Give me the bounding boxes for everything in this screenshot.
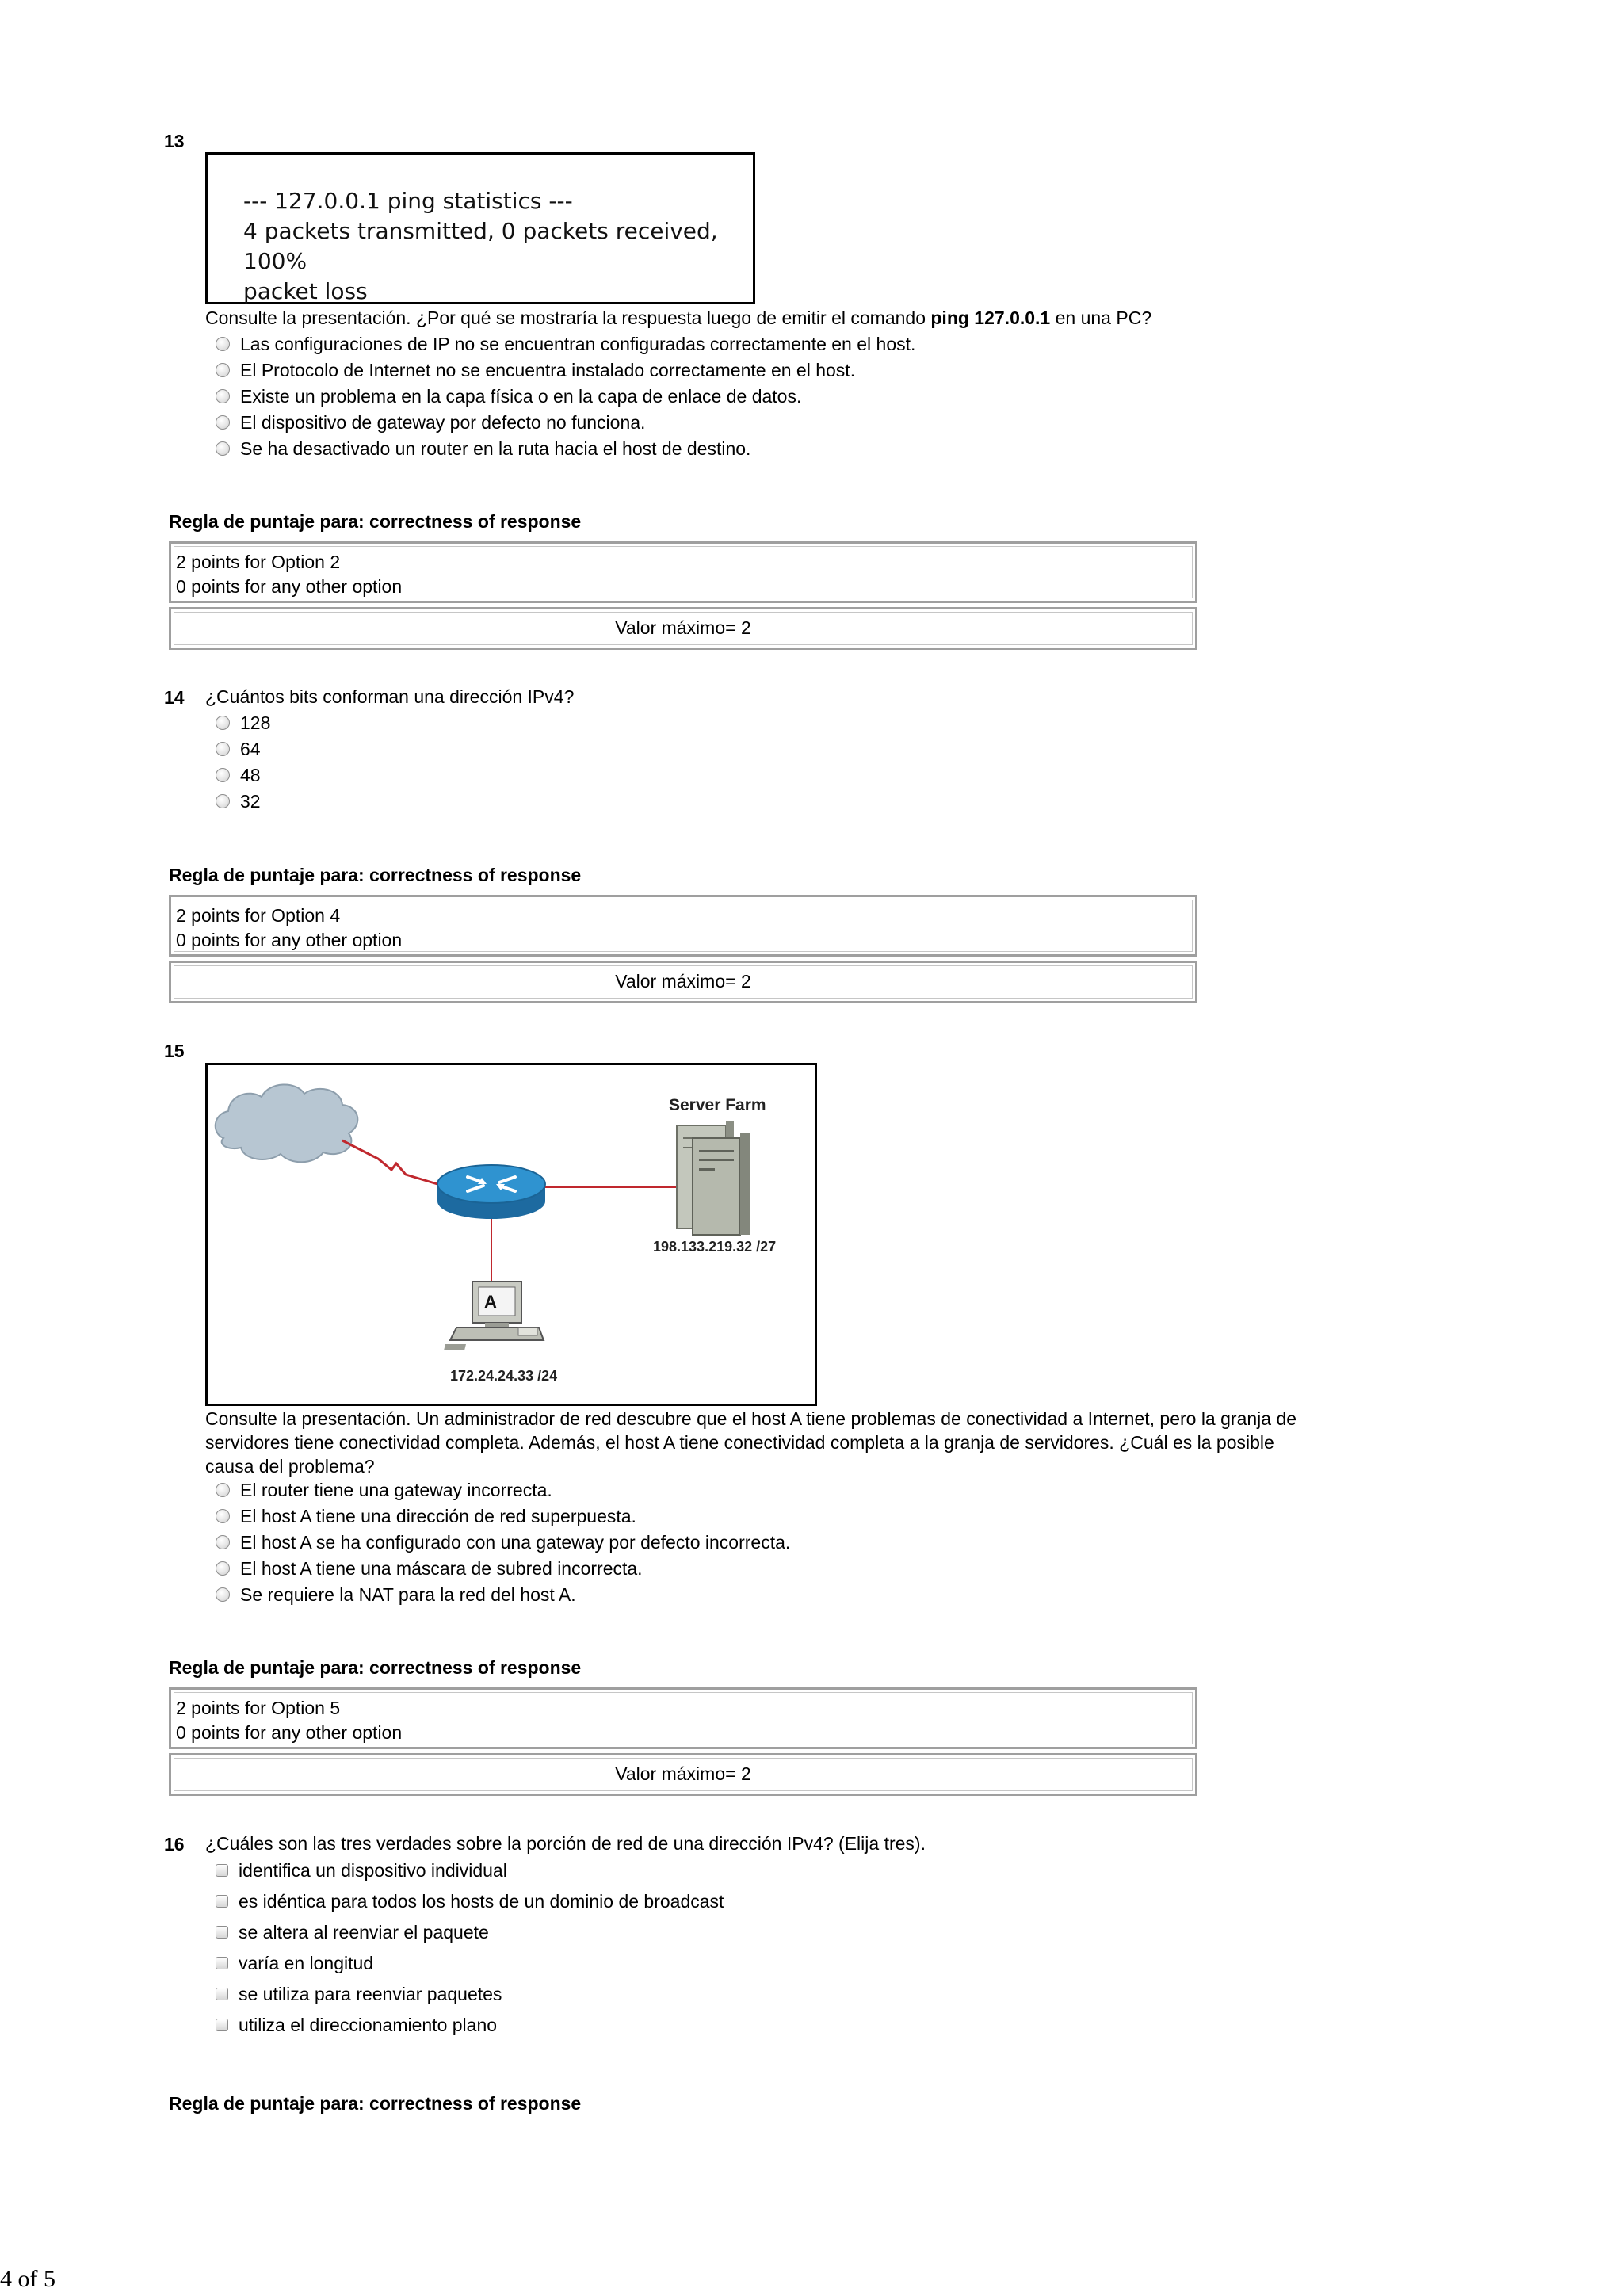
radio-button-icon[interactable] (216, 1587, 230, 1602)
q13-option-4[interactable]: El dispositivo de gateway por defecto no funciona. (216, 411, 645, 434)
radio-button-icon[interactable] (216, 363, 230, 377)
q16-option-4[interactable]: varía en longitud (216, 1951, 373, 1975)
max-value: Valor máximo= 2 (174, 612, 1193, 645)
server-farm-label: Server Farm (669, 1096, 766, 1114)
score-line: 2 points for Option 4 (176, 905, 341, 926)
server-farm-icon (677, 1121, 750, 1235)
radio-button-icon[interactable] (216, 389, 230, 403)
network-topology-diagram (208, 1065, 815, 1404)
q16-option-5[interactable]: se utiliza para reenviar paquetes (216, 1982, 502, 2006)
question-13-number: 13 (164, 131, 185, 151)
q13-option-2[interactable]: El Protocolo de Internet no se encuentra instalado correctamente en el host. (216, 358, 855, 382)
radio-button-icon[interactable] (216, 415, 230, 430)
question-15-number: 15 (164, 1041, 185, 1061)
q14-scoring-rule: Regla de puntaje para: correctness of response (169, 865, 582, 885)
q15-score-box (169, 1687, 1197, 1749)
q13-max-value-box (169, 607, 1197, 650)
q16-option-6[interactable]: utiliza el direccionamiento plano (216, 2013, 497, 2037)
q13-option-1[interactable]: Las configuraciones de IP no se encuentran configuradas correctamente en el host. (216, 332, 915, 356)
max-value: Valor máximo= 2 (174, 965, 1193, 999)
q13-score-box (169, 541, 1197, 603)
score-line: 2 points for Option 2 (176, 552, 341, 572)
server-farm-ip: 198.133.219.32 /27 (653, 1239, 777, 1255)
radio-button-icon[interactable] (216, 794, 230, 808)
q16-option-1[interactable]: identifica un dispositivo individual (216, 1859, 507, 1882)
radio-button-icon[interactable] (216, 768, 230, 782)
max-value: Valor máximo= 2 (174, 1758, 1193, 1791)
checkbox-icon[interactable] (216, 1988, 228, 2000)
question-16-prompt: ¿Cuáles son las tres verdades sobre la porción de red de una dirección IPv4? (Elija tres). (205, 1833, 926, 1854)
q14-option-3[interactable]: 48 (216, 763, 261, 787)
q16-option-2[interactable]: es idéntica para todos los hosts de un dominio de broadcast (216, 1889, 724, 1913)
q14-option-1[interactable]: 128 (216, 711, 270, 735)
radio-button-icon[interactable] (216, 1509, 230, 1523)
radio-button-icon[interactable] (216, 337, 230, 351)
q14-option-2[interactable]: 64 (216, 737, 261, 761)
serial-link-icon (342, 1140, 445, 1186)
q14-max-value-box (169, 961, 1197, 1003)
question-13-prompt: Consulte la presentación. ¿Por qué se mostraría la respuesta luego de emitir el comando ping 127.0.0.1 en una PC? (205, 308, 1152, 328)
q13-option-5[interactable]: Se ha desactivado un router en la ruta hacia el host de destino. (216, 437, 750, 460)
question-14-prompt: ¿Cuántos bits conforman una dirección IPv4? (205, 686, 575, 707)
checkbox-icon[interactable] (216, 1926, 228, 1939)
radio-button-icon[interactable] (216, 1561, 230, 1576)
checkbox-icon[interactable] (216, 1895, 228, 1908)
q16-option-3[interactable]: se altera al reenviar el paquete (216, 1920, 489, 1944)
radio-button-icon[interactable] (216, 1535, 230, 1549)
radio-button-icon[interactable] (216, 1483, 230, 1497)
exhibit-line: --- 127.0.0.1 ping statistics --- (243, 188, 573, 214)
radio-button-icon[interactable] (216, 716, 230, 730)
radio-button-icon[interactable] (216, 742, 230, 756)
q15-option-1[interactable]: El router tiene una gateway incorrecta. (216, 1478, 552, 1502)
question-14-number: 14 (164, 687, 185, 708)
q15-max-value-box (169, 1753, 1197, 1796)
network-diagram-exhibit (205, 1063, 817, 1406)
exhibit-line: 4 packets transmitted, 0 packets received, 100% (243, 218, 718, 274)
q15-option-2[interactable]: El host A tiene una dirección de red superpuesta. (216, 1504, 636, 1528)
question-16-number: 16 (164, 1834, 185, 1855)
ping-statistics-exhibit (205, 152, 755, 304)
q13-scoring-rule: Regla de puntaje para: correctness of response (169, 511, 582, 532)
score-line: 0 points for any other option (176, 930, 403, 950)
score-line: 0 points for any other option (176, 1722, 403, 1743)
q14-option-4[interactable]: 32 (216, 789, 261, 813)
internet-cloud-icon (216, 1084, 358, 1162)
score-line: 2 points for Option 5 (176, 1698, 341, 1718)
checkbox-icon[interactable] (216, 2019, 228, 2031)
score-line: 0 points for any other option (176, 576, 403, 597)
router-icon (437, 1165, 545, 1219)
host-a-label: A (484, 1292, 497, 1312)
q15-option-5[interactable]: Se requiere la NAT para la red del host A. (216, 1583, 576, 1606)
exhibit-line: packet loss (243, 278, 368, 304)
q15-option-4[interactable]: El host A tiene una máscara de subred incorrecta. (216, 1557, 643, 1580)
q16-scoring-rule: Regla de puntaje para: correctness of response (169, 2093, 582, 2114)
radio-button-icon[interactable] (216, 441, 230, 456)
checkbox-icon[interactable] (216, 1864, 228, 1877)
question-15-prompt: Consulte la presentación. Un administrador de red descubre que el host A tiene problemas de conectividad a Internet, pero la granja de servidores tiene conectividad completa. Además, el host A tiene conectividad completa a la granja de servidores. ¿Cuál es la posible causa del problema? (205, 1408, 1297, 1477)
q15-option-3[interactable]: El host A se ha configurado con una gateway por defecto incorrecta. (216, 1530, 790, 1554)
q14-score-box (169, 895, 1197, 957)
checkbox-icon[interactable] (216, 1957, 228, 1969)
host-a-ip: 172.24.24.33 /24 (450, 1368, 558, 1384)
q15-scoring-rule: Regla de puntaje para: correctness of response (169, 1657, 582, 1678)
q13-option-3[interactable]: Existe un problema en la capa física o en la capa de enlace de datos. (216, 384, 801, 408)
page-counter: 4 of 5 (0, 2266, 55, 2292)
